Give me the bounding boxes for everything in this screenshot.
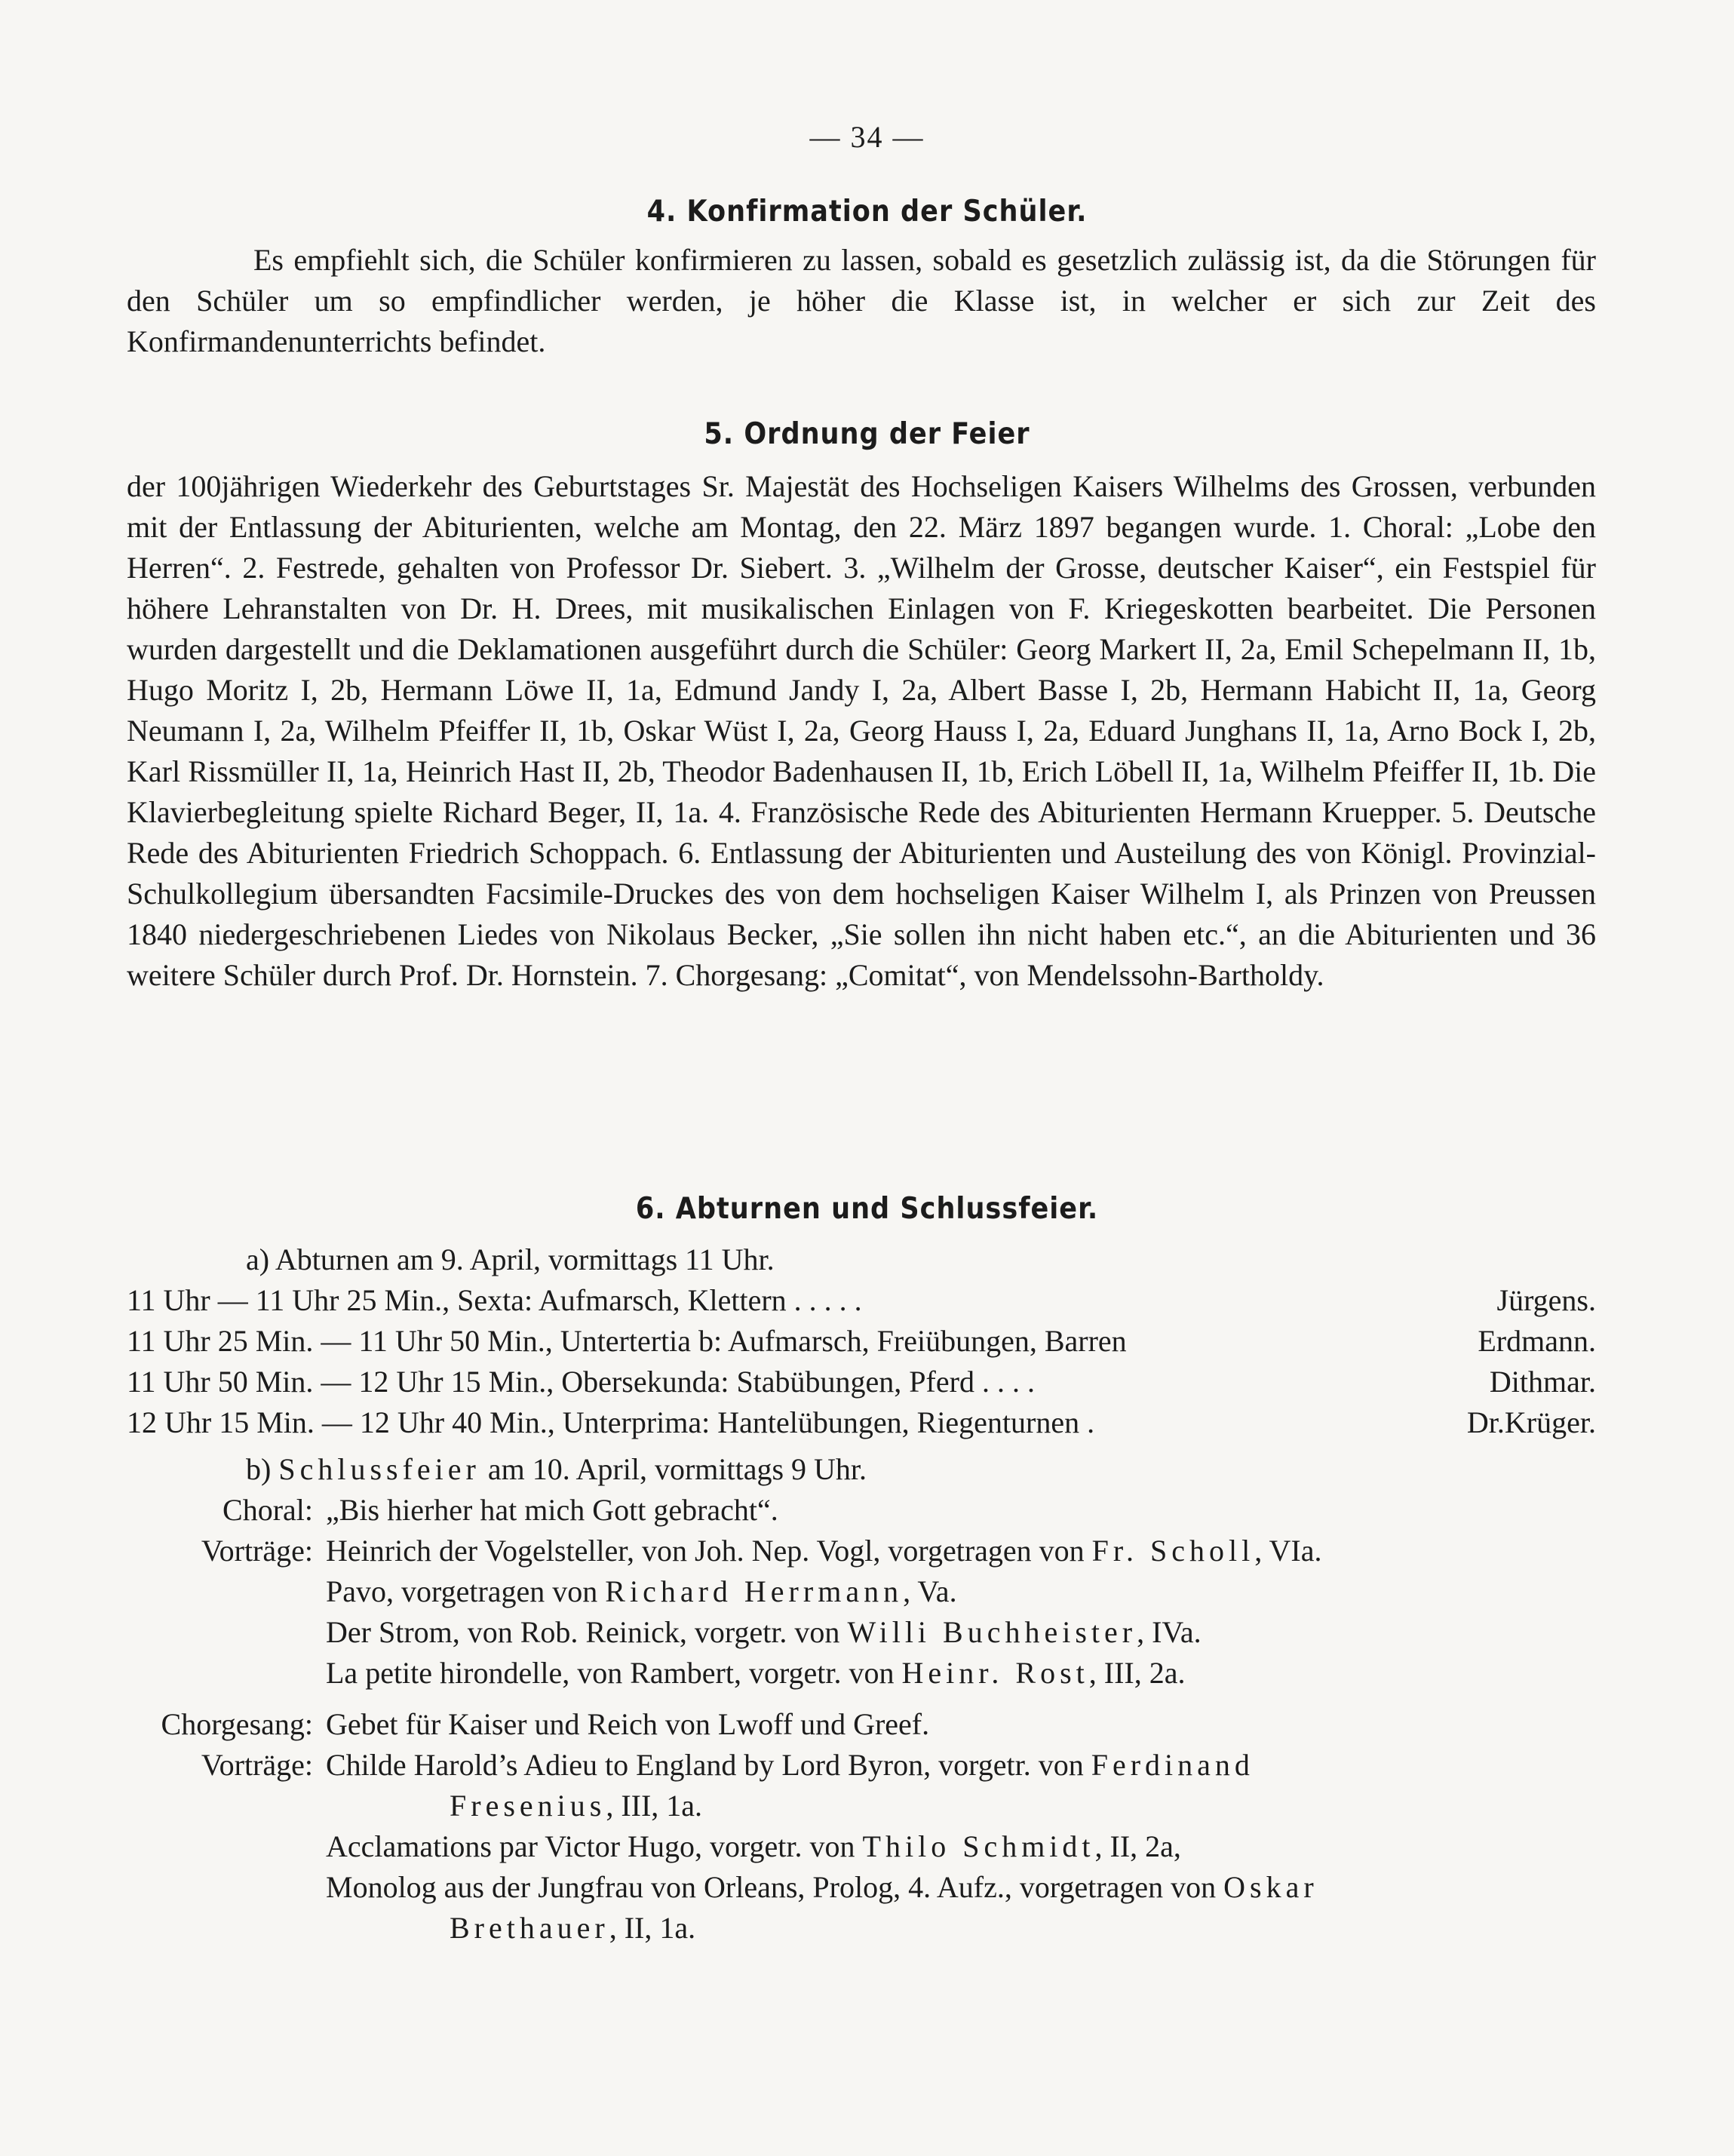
performer-class: , III, 1a.	[606, 1789, 703, 1823]
schedule-teacher: Dithmar.	[1489, 1365, 1596, 1399]
schlussfeier-word: Schlussfeier	[278, 1452, 480, 1486]
performer-class: , III, 2a.	[1088, 1656, 1186, 1690]
schedule-teacher: Jürgens.	[1496, 1283, 1596, 1317]
vortrag-title: Childe Harold’s Adieu to England by Lord Byron, vorgetr. von	[326, 1748, 1091, 1782]
performer-name: Richard Herrmann	[605, 1574, 904, 1608]
vortrag-item	[326, 1571, 957, 1612]
vortrag-title: Der Strom, von Rob. Reinick, vorgetr. von	[326, 1615, 848, 1649]
performer-name: Oskar	[1223, 1870, 1318, 1904]
performer-name: Fr. Scholl	[1091, 1534, 1255, 1568]
vortrag-item	[326, 1653, 1185, 1694]
performer-name: Willi Buchheister	[847, 1615, 1137, 1649]
section-4-text: Es empfiehlt sich, die Schüler konfirmieren zu lassen, sobald es gesetzlich zulässig ist, da die Störungen für den Schüler um so empfindlicher werden, je höher die Klasse ist, in welcher er sich zur Zeit des Konfirmandenunterrichts befindet.	[127, 243, 1596, 358]
vortrag-title: Monolog aus der Jungfrau von Orleans, Prolog, 4. Aufz., vorgetragen von	[326, 1870, 1224, 1904]
chorgesang-text: Gebet für Kaiser und Reich von Lwoff und Greef.	[326, 1707, 930, 1741]
schedule-row	[127, 1321, 1596, 1362]
choral-text: „Bis hierher hat mich Gott gebracht“.	[326, 1493, 778, 1527]
performer-name: Fresenius	[450, 1789, 606, 1823]
page-number: — 34 —	[809, 120, 925, 154]
vortrag-item-continuation	[450, 1908, 695, 1949]
schedule-time: 11 Uhr 50 Min. — 12 Uhr 15 Min., Obersekunda: Stabübungen, Pferd . . . .	[127, 1365, 1035, 1399]
schedule-row	[127, 1402, 1596, 1443]
section-5-text: der 100jährigen Wiederkehr des Geburtstages Sr. Majestät des Hochseligen Kaisers Wilhelms des Grossen, verbunden mit der Entlassung der Abiturienten, welche am Montag, den 22. März 1897 begangen wurde. 1. Choral: „Lobe den Herren“. 2. Festrede, gehalten von Professor Dr. Siebert. 3. „Wilhelm der Grosse, deutscher Kaiser“, ein Festspiel für höhere Lehranstalten von Dr. H. Drees, mit musikalischen Einlagen von F. Kriegeskotten bearbeitet. Die Personen wurden dargestellt und die Deklamationen ausgeführt durch die Schüler: Georg Markert II, 2a, Emil Schepelmann II, 1b, Hugo Moritz I, 2b, Hermann Löwe II, 1a, Edmund Jandy I, 2a, Albert Basse I, 2b, Hermann Habicht II, 1a, Georg Neumann I, 2a, Wilhelm Pfeiffer II, 1b, Oskar Wüst I, 2a, Georg Hauss I, 2a, Eduard Junghans II, 1a, Arno Bock I, 2b, Karl Rissmüller II, 1a, Heinrich Hast II, 2b, Theodor Badenhausen II, 1b, Erich Löbell II, 1a, Wilhelm Pfeiffer II, 1b. Die Klavierbegleitung spielte Richard Beger, II, 1a. 4. Französische Rede des Abiturienten Hermann Kruepper. 5. Deutsche Rede des Abiturienten Friedrich Schoppach. 6. Entlassung der Abiturienten und Austeilung des von Königl. Provinzial-Schulkollegium übersandten Facsimile-Druckes des von dem hochseligen Kaiser Wilhelm I, als Prinzen von Preussen 1840 niedergeschriebenen Liedes von Nikolaus Becker, „Sie sollen ihn nicht haben etc.“, an die Abiturienten und 36 weitere Schüler durch Prof. Dr. Hornstein. 7. Chorgesang: „Comitat“, von Mendelssohn-Bartholdy.	[127, 469, 1596, 992]
vortrag-item	[326, 1867, 1318, 1908]
abturnen-label: a) Abturnen am 9. April, vormittags 11 Uhr.	[246, 1242, 775, 1276]
vortrag-title: Heinrich der Vogelsteller, von Joh. Nep. Vogl, vorgetragen von	[326, 1534, 1092, 1568]
performer-class: , IVa.	[1137, 1615, 1202, 1649]
performer-name: Thilo Schmidt	[862, 1829, 1095, 1863]
vortraege-label: Vorträge:	[201, 1534, 313, 1568]
schlussfeier-label	[246, 1449, 867, 1490]
vortrag-item	[326, 1531, 1322, 1571]
schedule-time: 12 Uhr 15 Min. — 12 Uhr 40 Min., Unterprima: Hantelübungen, Riegenturnen .	[127, 1405, 1095, 1439]
schedule-teacher: Dr.Krüger.	[1466, 1405, 1596, 1439]
vortrag-item	[326, 1612, 1202, 1653]
vortrag-item	[326, 1826, 1181, 1867]
section-5-heading: 5. Ordnung der Feier	[704, 417, 1030, 451]
section-5-paragraph	[127, 466, 1596, 996]
performer-name: Brethauer	[450, 1911, 609, 1945]
schedule-teacher: Erdmann.	[1478, 1324, 1596, 1358]
performer-class: , VIa.	[1254, 1534, 1322, 1568]
section-4-heading: 4. Konfirmation der Schüler.	[646, 195, 1088, 229]
schedule-row	[127, 1362, 1596, 1402]
section-4-paragraph	[127, 240, 1596, 362]
chorgesang-label: Chorgesang:	[161, 1707, 313, 1741]
schedule-time: 11 Uhr 25 Min. — 11 Uhr 50 Min., Untertertia b: Aufmarsch, Freiübungen, Barren	[127, 1324, 1127, 1358]
section-6-heading: 6. Abturnen und Schlussfeier.	[635, 1192, 1099, 1226]
performer-class: , Va.	[903, 1574, 957, 1608]
schlussfeier-rest: am 10. April, vormittags 9 Uhr.	[480, 1452, 867, 1486]
schedule-time: 11 Uhr — 11 Uhr 25 Min., Sexta: Aufmarsch, Klettern . . . . .	[127, 1283, 862, 1317]
performer-name: Heinr. Rost	[901, 1656, 1089, 1690]
choral-label: Choral:	[223, 1493, 313, 1527]
abturnen-label-row	[127, 1239, 1596, 1280]
performer-class: , II, 2a,	[1094, 1829, 1181, 1863]
performer-name: Ferdinand	[1091, 1748, 1254, 1782]
performer-class: , II, 1a.	[609, 1911, 696, 1945]
schedule-row	[127, 1280, 1596, 1321]
vortrag-item-continuation	[450, 1786, 702, 1826]
vortrag-title: Pavo, vorgetragen von	[326, 1574, 606, 1608]
vortrag-title: La petite hirondelle, von Rambert, vorgetr. von	[326, 1656, 902, 1690]
schlussfeier-prefix: b)	[246, 1452, 279, 1486]
vortraege-label-2: Vorträge:	[201, 1748, 313, 1782]
schlussfeier-label-row	[127, 1449, 1596, 1490]
vortrag-title: Acclamations par Victor Hugo, vorgetr. von	[326, 1829, 863, 1863]
vortrag-item	[326, 1745, 1254, 1786]
